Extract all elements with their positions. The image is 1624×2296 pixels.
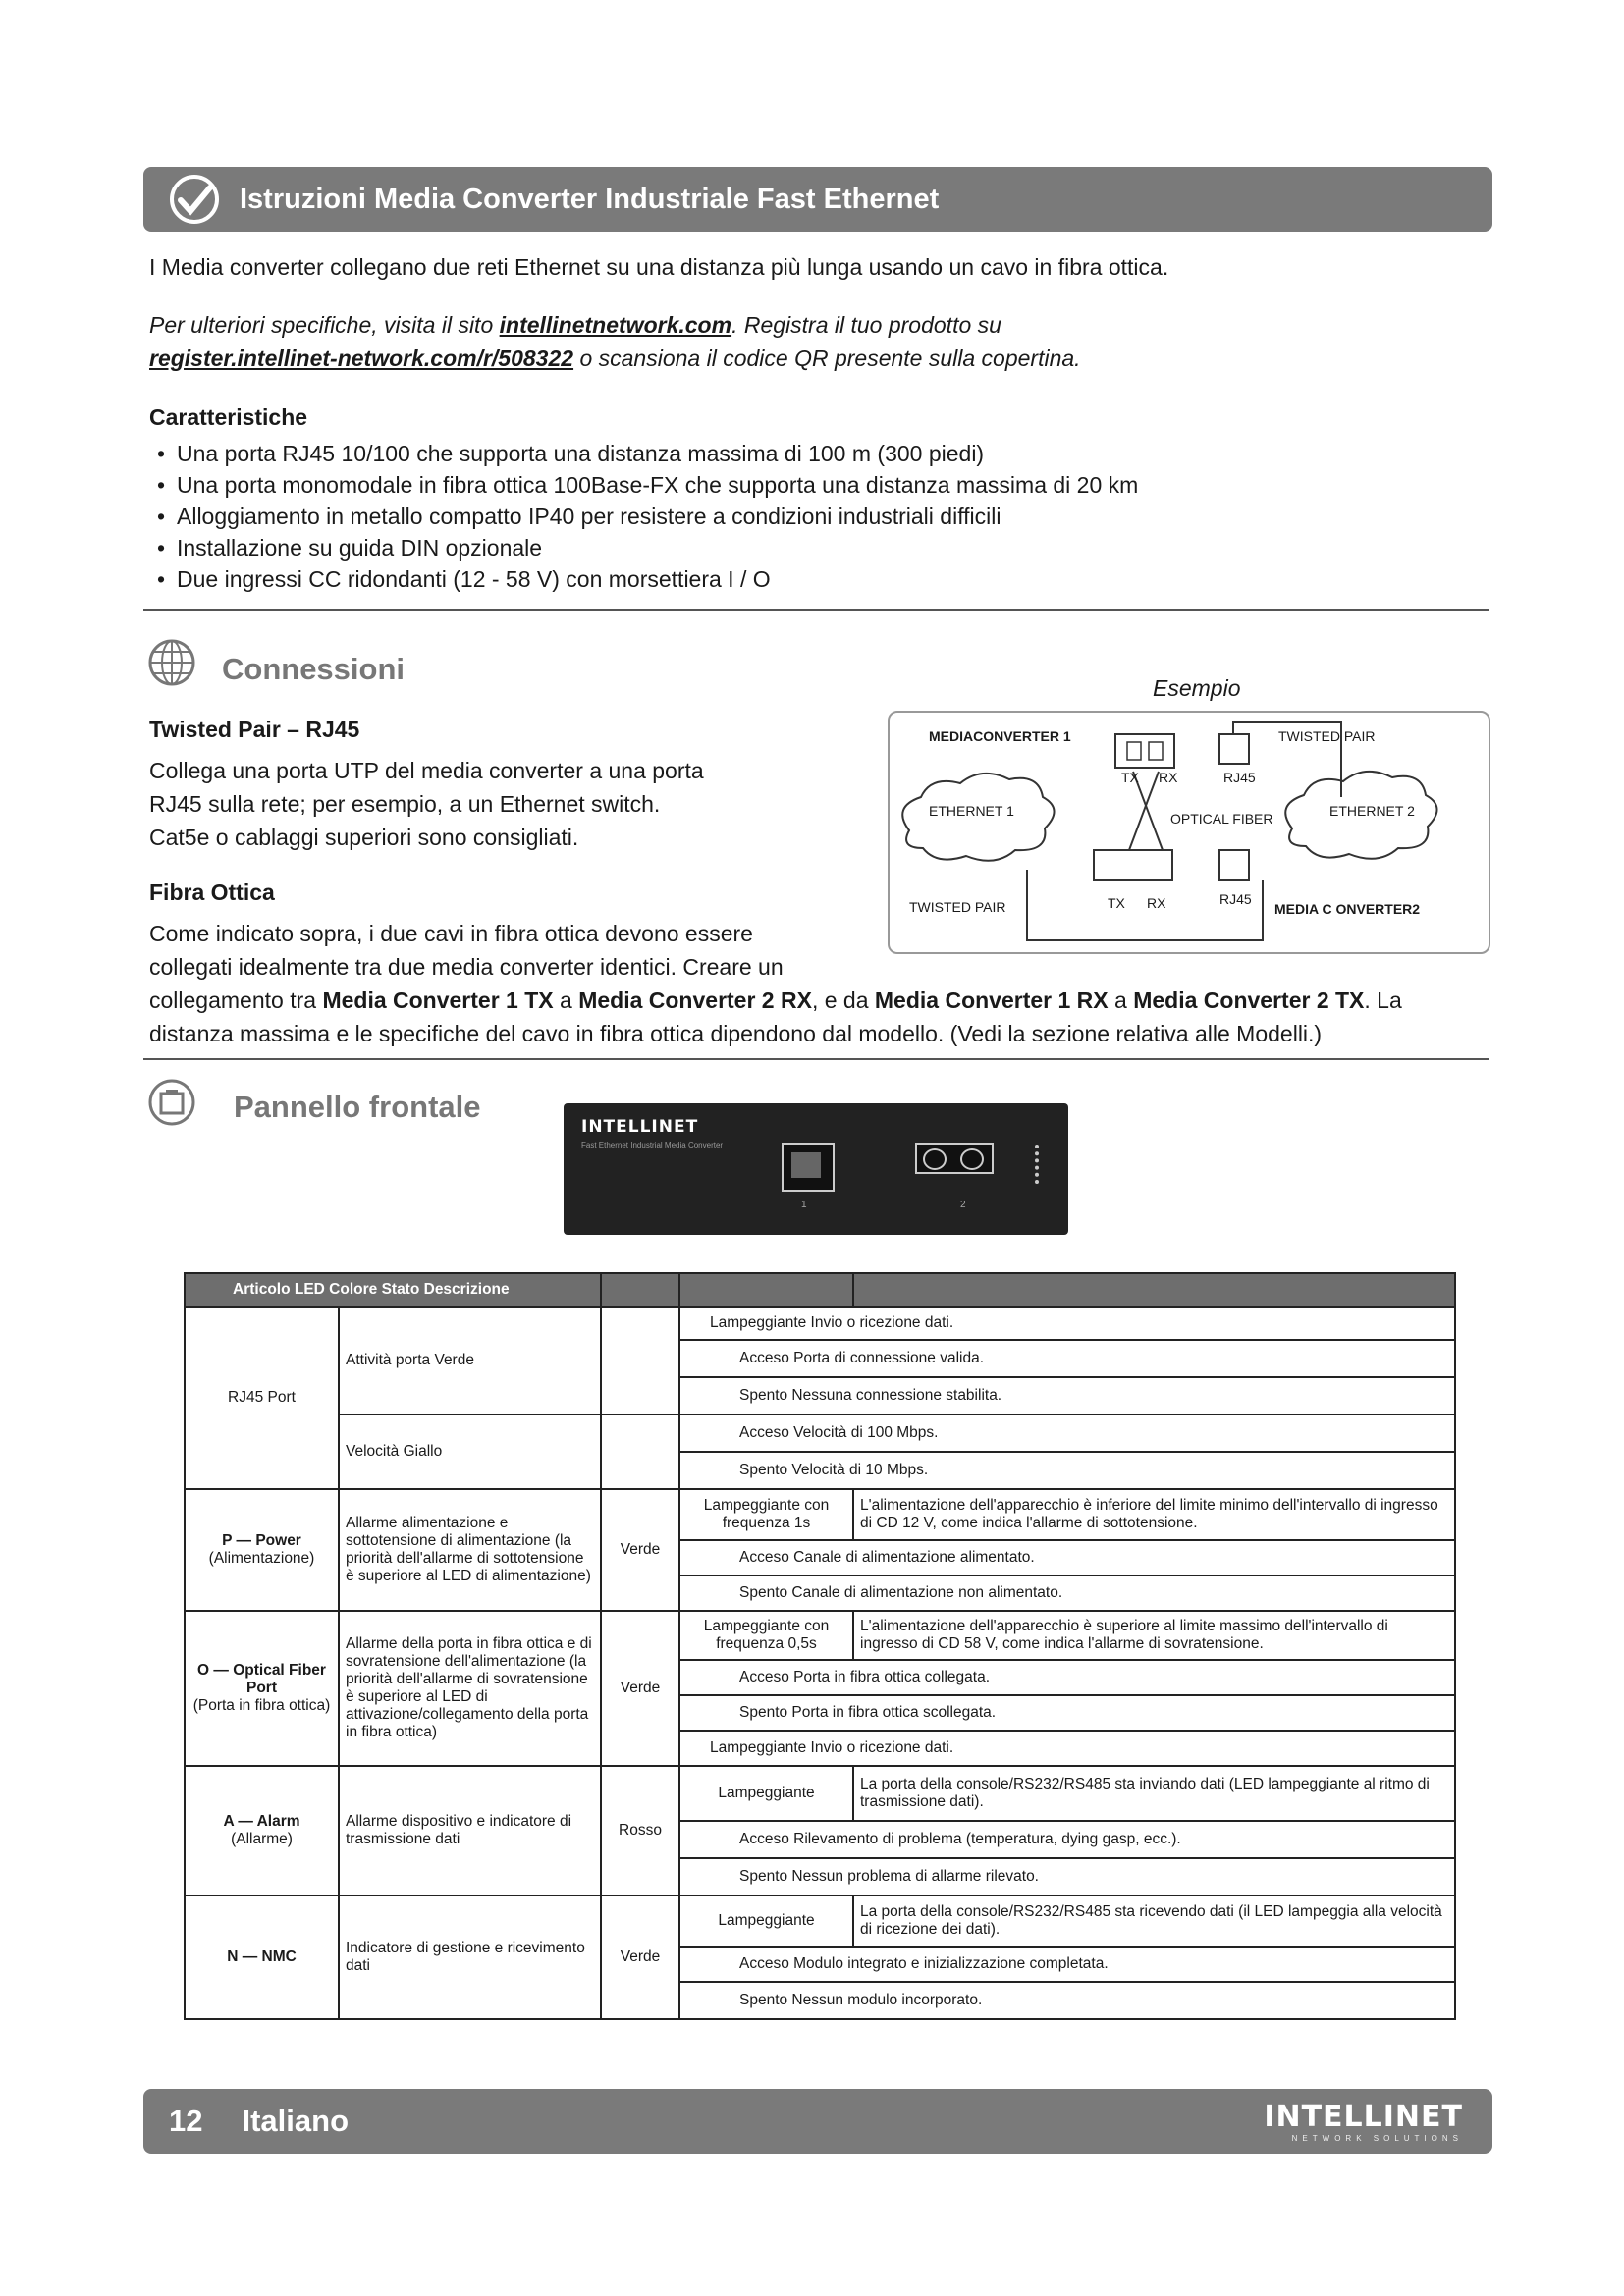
rj45-act-off: Spento Nessuna connessione stabilita. <box>679 1377 1455 1415</box>
divider <box>143 609 1489 611</box>
fiber-port <box>915 1143 994 1174</box>
table-header: Articolo LED Colore Stato Descrizione <box>185 1273 601 1307</box>
diagram-mc2-label: MEDIA C ONVERTER2 <box>1274 901 1421 917</box>
alarm-blink-desc: La porta della console/RS232/RS485 sta inviando dati (LED lampeggiante al ritmo di trasmissione dati). <box>853 1766 1455 1821</box>
globe-icon <box>147 638 196 687</box>
diagram-tx-bottom: TX <box>1108 895 1125 911</box>
connections-title: Connessioni <box>222 652 406 686</box>
led-indicators <box>1035 1145 1049 1184</box>
table-row <box>185 1415 1455 1452</box>
power-on: Acceso Canale di alimentazione alimentato. <box>679 1540 1455 1575</box>
diagram-rj45-bottom: RJ45 <box>1219 891 1252 907</box>
power-blink-state: Lampeggiante con frequenza 1s <box>679 1489 853 1540</box>
front-panel-icon <box>147 1078 196 1127</box>
alarm-color: Rosso <box>601 1766 679 1896</box>
table-header-row <box>185 1273 1455 1307</box>
diagram-ethernet1: ETHERNET 1 <box>929 803 1014 819</box>
footer-bar <box>143 2089 1492 2154</box>
divider <box>143 1058 1489 1060</box>
table-row <box>185 1489 1455 1540</box>
power-blink-desc: L'alimentazione dell'apparecchio è inferiore del limite minimo dell'intervallo di ingresso di CD 12 V, come indica l'allarme di sottotensione. <box>853 1489 1455 1540</box>
rj45-speed-off: Spento Velocità di 10 Mbps. <box>679 1452 1455 1489</box>
page-title: Istruzioni Media Converter Industriale Fast Ethernet <box>240 183 940 215</box>
optical-color: Verde <box>601 1611 679 1766</box>
alarm-item: A — Alarm (Allarme) <box>185 1766 339 1896</box>
device-front-image <box>564 1103 1068 1235</box>
led-table <box>184 1272 1456 2020</box>
power-color: Verde <box>601 1489 679 1611</box>
rj45-act-on: Acceso Porta di connessione valida. <box>679 1340 1455 1377</box>
specs-note: Per ulteriori specifiche, visita il sito intellinetnetwork.com. Registra il tuo prodotto su <box>149 312 1001 338</box>
diagram-rx-top: RX <box>1159 770 1178 785</box>
diagram-tx-top: TX <box>1121 770 1139 785</box>
alarm-off: Spento Nessun problema di allarme rilevato. <box>679 1858 1455 1896</box>
rj45-act-blink: Lampeggiante Invio o ricezione dati. <box>679 1307 1455 1340</box>
twisted-pair-heading: Twisted Pair – RJ45 <box>149 717 360 742</box>
nmc-blink-state: Lampeggiante <box>679 1896 853 1947</box>
nmc-blink-desc: La porta della console/RS232/RS485 sta ricevendo dati (il LED lampeggia alla velocità di ricezione dei dati). <box>853 1896 1455 1947</box>
power-item: P — Power (Alimentazione) <box>185 1489 339 1611</box>
diagram-twisted-pair-bottom: TWISTED PAIR <box>909 899 1006 915</box>
table-row <box>185 1766 1455 1821</box>
features-list <box>149 438 1138 595</box>
section-title-bar <box>143 167 1492 232</box>
page-number: 12 <box>169 2104 203 2138</box>
footer-logo: INTELLINET NETWORK SOLUTIONS <box>1264 2100 1463 2143</box>
footer-language: Italiano <box>242 2104 349 2138</box>
diagram-ethernet2: ETHERNET 2 <box>1329 803 1415 819</box>
feature-item: • Una porta monomodale in fibra ottica 100Base-FX che supporta una distanza massima di 20 km <box>149 469 1138 501</box>
optical-blink-state: Lampeggiante con frequenza 0,5s <box>679 1611 853 1660</box>
nmc-off: Spento Nessun modulo incorporato. <box>679 1982 1455 2019</box>
port-1-label: 1 <box>801 1200 807 1210</box>
intro-text: I Media converter collegano due reti Ethernet su una distanza più lunga usando un cavo in fibra ottica. <box>149 254 1169 280</box>
register-note: register.intellinet-network.com/r/508322 o scansiona il codice QR presente sulla copertina. <box>149 346 1081 371</box>
alarm-on: Acceso Rilevamento di problema (temperatura, dying gasp, ecc.). <box>679 1821 1455 1858</box>
nmc-led: Indicatore di gestione e ricevimento dati <box>339 1896 601 2019</box>
nmc-on: Acceso Modulo integrato e inizializzazione completata. <box>679 1947 1455 1982</box>
table-row <box>185 1307 1455 1340</box>
optical-off: Spento Porta in fibra ottica scollegata. <box>679 1695 1455 1731</box>
checkmark-icon <box>169 174 220 225</box>
diagram-rj45-top: RJ45 <box>1223 770 1256 785</box>
power-led: Allarme alimentazione e sottotensione di alimentazione (la priorità dell'allarme di sottotensione è superiore al LED di alimentazione) <box>339 1489 601 1611</box>
rj45-port <box>782 1143 835 1192</box>
diagram-caption: Esempio <box>1153 675 1241 701</box>
power-off: Spento Canale di alimentazione non alimentato. <box>679 1575 1455 1611</box>
register-link[interactable]: register.intellinet-network.com/r/508322 <box>149 346 574 371</box>
nmc-color: Verde <box>601 1896 679 2019</box>
network-diagram <box>888 711 1490 954</box>
rj45-speed-led: Velocità Giallo <box>339 1415 601 1489</box>
diagram-rx-bottom: RX <box>1147 895 1166 911</box>
diagram-optical-fiber: OPTICAL FIBER <box>1170 811 1273 827</box>
feature-item: • Installazione su guida DIN opzionale <box>149 532 1138 563</box>
table-row <box>185 1896 1455 1947</box>
rj45-item: RJ45 Port <box>185 1307 339 1489</box>
optical-blink-desc: L'alimentazione dell'apparecchio è superiore al limite massimo dell'intervallo di ingresso di CD 58 V, come indica l'allarme di sovratensione. <box>853 1611 1455 1660</box>
optical-on: Acceso Porta in fibra ottica collegata. <box>679 1660 1455 1695</box>
feature-item: • Una porta RJ45 10/100 che supporta una distanza massima di 100 m (300 piedi) <box>149 438 1138 469</box>
diagram-mc1-label: MEDIACONVERTER 1 <box>929 728 1071 744</box>
front-panel-title: Pannello frontale <box>234 1090 481 1124</box>
device-brand: INTELLINET <box>581 1117 699 1137</box>
diagram-twisted-pair-top: TWISTED PAIR <box>1278 728 1376 744</box>
feature-item: • Due ingressi CC ridondanti (12 - 58 V) con morsettiera I / O <box>149 563 1138 595</box>
twisted-pair-text: Collega una porta UTP del media converter a una porta RJ45 sulla rete; per esempio, a un Ethernet switch. Cat5e o cablaggi superiori sono consigliati. <box>149 758 704 850</box>
rj45-activity-led: Attività porta Verde <box>339 1307 601 1415</box>
alarm-blink-state: Lampeggiante <box>679 1766 853 1821</box>
feature-item: • Alloggiamento in metallo compatto IP40 per resistere a condizioni industriali difficili <box>149 501 1138 532</box>
device-subtitle: Fast Ethernet Industrial Media Converter <box>581 1141 724 1149</box>
optical-item: O — Optical Fiber Port (Porta in fibra ottica) <box>185 1611 339 1766</box>
website-link[interactable]: intellinetnetwork.com <box>499 312 732 338</box>
optical-led: Allarme della porta in fibra ottica e di sovratensione dell'alimentazione (la priorità dell'allarme di sovratensione è superiore al LED di attivazione/collegamento della porta in fibra ottica) <box>339 1611 601 1766</box>
rj45-speed-on: Acceso Velocità di 100 Mbps. <box>679 1415 1455 1452</box>
features-heading: Caratteristiche <box>149 404 308 430</box>
fiber-text: Come indicato sopra, i due cavi in fibra ottica devono essere collegati idealmente tra due media converter identici. Creare un collegamento tra Media Converter 1 TX a Media Converter 2 RX, e da Media Converter 1 RX a Media Converter 2 TX. La distanza massima e le specifiche del cavo in fibra ottica dipendono dal modello. (Vedi la sezione relativa alle Modelli.) <box>149 921 1402 1046</box>
fiber-heading: Fibra Ottica <box>149 880 275 905</box>
port-2-label: 2 <box>960 1200 966 1210</box>
table-row <box>185 1611 1455 1660</box>
alarm-led: Allarme dispositivo e indicatore di trasmissione dati <box>339 1766 601 1896</box>
optical-act: Lampeggiante Invio o ricezione dati. <box>679 1731 1455 1766</box>
nmc-item: N — NMC <box>185 1896 339 2019</box>
